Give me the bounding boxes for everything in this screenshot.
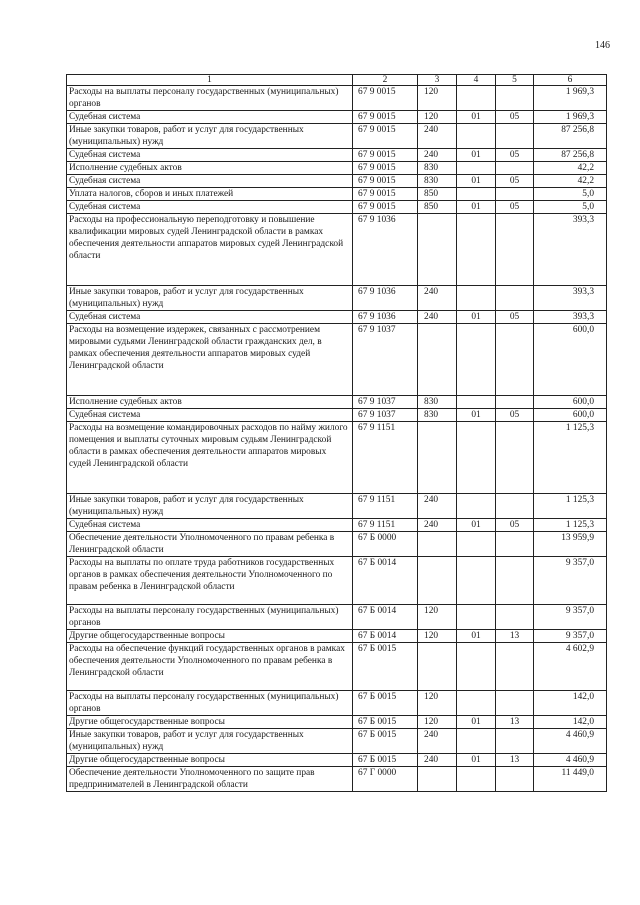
cell-expense-type: 240 (418, 311, 457, 324)
cell-description: Судебная система (67, 311, 353, 324)
cell-section-code: 67 9 1151 (353, 519, 418, 532)
cell-section-code: 67 9 1151 (353, 494, 418, 519)
cell-subsection (496, 324, 534, 396)
table-row (67, 149, 607, 162)
cell-amount: 393,3 (534, 286, 607, 311)
cell-description: Иные закупки товаров, работ и услуг для государственных (муниципальных) нужд (67, 494, 353, 519)
cell-expense-type (418, 532, 457, 557)
cell-chapter: 01 (457, 175, 496, 188)
cell-subsection (496, 494, 534, 519)
cell-chapter: 01 (457, 111, 496, 124)
cell-subsection (496, 214, 534, 286)
table-row (67, 124, 607, 149)
cell-expense-type: 120 (418, 86, 457, 111)
cell-chapter: 01 (457, 630, 496, 643)
cell-section-code: 67 9 0015 (353, 175, 418, 188)
cell-chapter (457, 729, 496, 754)
cell-amount: 9 357,0 (534, 557, 607, 605)
cell-description: Расходы на профессиональную переподготовку и повышение квалификации мировых судей Ленинградской области в рамках обеспечения деятельности аппаратов мировых судей Ленинградской области (67, 214, 353, 286)
cell-chapter (457, 86, 496, 111)
cell-expense-type: 830 (418, 396, 457, 409)
cell-expense-type: 240 (418, 286, 457, 311)
cell-description: Расходы на возмещение издержек, связанных с рассмотрением мировыми судьями Ленинградской области гражданских дел, в рамках обеспечения деятельности аппаратов мировых судей Ленинградской области (67, 324, 353, 396)
cell-amount: 600,0 (534, 409, 607, 422)
table-row (67, 396, 607, 409)
cell-amount: 11 449,0 (534, 767, 607, 792)
table-row (67, 716, 607, 729)
cell-description: Иные закупки товаров, работ и услуг для государственных (муниципальных) нужд (67, 124, 353, 149)
budget-table (66, 74, 607, 792)
cell-chapter (457, 532, 496, 557)
table-row (67, 162, 607, 175)
cell-expense-type: 240 (418, 754, 457, 767)
header-col-1: 1 (67, 75, 353, 86)
cell-expense-type (418, 422, 457, 494)
cell-amount: 1 969,3 (534, 86, 607, 111)
cell-amount: 393,3 (534, 311, 607, 324)
table-row (67, 422, 607, 494)
cell-description: Расходы на выплаты персоналу государственных (муниципальных) органов (67, 605, 353, 630)
cell-expense-type: 240 (418, 519, 457, 532)
cell-chapter (457, 691, 496, 716)
cell-subsection: 13 (496, 630, 534, 643)
cell-chapter (457, 124, 496, 149)
cell-subsection (496, 532, 534, 557)
cell-chapter (457, 494, 496, 519)
cell-section-code: 67 9 0015 (353, 149, 418, 162)
cell-subsection (496, 162, 534, 175)
cell-description: Уплата налогов, сборов и иных платежей (67, 188, 353, 201)
cell-section-code: 67 Г 0000 (353, 767, 418, 792)
cell-chapter (457, 286, 496, 311)
cell-description: Расходы на выплаты по оплате труда работников государственных органов в рамках обеспечения деятельности Уполномоченного по правам ребенка в Ленинградской области (67, 557, 353, 605)
cell-subsection (496, 767, 534, 792)
cell-section-code: 67 Б 0015 (353, 691, 418, 716)
cell-section-code: 67 9 1036 (353, 214, 418, 286)
cell-expense-type: 850 (418, 188, 457, 201)
cell-amount: 4 602,9 (534, 643, 607, 691)
cell-subsection: 05 (496, 201, 534, 214)
cell-subsection (496, 605, 534, 630)
cell-expense-type: 240 (418, 494, 457, 519)
cell-section-code: 67 Б 0015 (353, 754, 418, 767)
cell-subsection (496, 286, 534, 311)
table-row (67, 691, 607, 716)
cell-subsection: 05 (496, 311, 534, 324)
cell-expense-type: 850 (418, 201, 457, 214)
cell-expense-type: 830 (418, 162, 457, 175)
cell-amount: 142,0 (534, 716, 607, 729)
cell-subsection (496, 557, 534, 605)
cell-chapter (457, 422, 496, 494)
cell-expense-type: 120 (418, 691, 457, 716)
cell-amount: 600,0 (534, 324, 607, 396)
cell-chapter (457, 605, 496, 630)
cell-description: Обеспечение деятельности Уполномоченного по правам ребенка в Ленинградской области (67, 532, 353, 557)
cell-description: Другие общегосударственные вопросы (67, 754, 353, 767)
cell-expense-type (418, 767, 457, 792)
table-row (67, 175, 607, 188)
table-row (67, 767, 607, 792)
cell-subsection: 05 (496, 409, 534, 422)
cell-description: Другие общегосударственные вопросы (67, 716, 353, 729)
table-row (67, 557, 607, 605)
cell-section-code: 67 Б 0014 (353, 557, 418, 605)
header-col-5: 5 (496, 75, 534, 86)
cell-amount: 4 460,9 (534, 754, 607, 767)
table-row (67, 409, 607, 422)
cell-amount: 1 125,3 (534, 422, 607, 494)
cell-expense-type: 830 (418, 409, 457, 422)
cell-description: Судебная система (67, 175, 353, 188)
cell-description: Судебная система (67, 519, 353, 532)
cell-section-code: 67 Б 0014 (353, 630, 418, 643)
cell-section-code: 67 9 1037 (353, 409, 418, 422)
cell-description: Расходы на выплаты персоналу государственных (муниципальных) органов (67, 691, 353, 716)
cell-expense-type: 240 (418, 149, 457, 162)
cell-description: Судебная система (67, 201, 353, 214)
cell-subsection: 05 (496, 149, 534, 162)
cell-section-code: 67 9 1036 (353, 286, 418, 311)
cell-amount: 393,3 (534, 214, 607, 286)
cell-chapter (457, 557, 496, 605)
cell-expense-type (418, 214, 457, 286)
cell-amount: 4 460,9 (534, 729, 607, 754)
cell-chapter (457, 188, 496, 201)
table-row (67, 201, 607, 214)
table-row (67, 754, 607, 767)
table-row (67, 86, 607, 111)
cell-subsection (496, 124, 534, 149)
cell-section-code: 67 Б 0015 (353, 643, 418, 691)
cell-expense-type: 120 (418, 111, 457, 124)
cell-section-code: 67 9 1037 (353, 396, 418, 409)
header-row (67, 75, 607, 86)
cell-expense-type: 120 (418, 716, 457, 729)
table-row (67, 324, 607, 396)
cell-section-code: 67 Б 0014 (353, 605, 418, 630)
header-col-4: 4 (457, 75, 496, 86)
cell-description: Расходы на выплаты персоналу государственных (муниципальных) органов (67, 86, 353, 111)
table-row (67, 111, 607, 124)
cell-description: Судебная система (67, 149, 353, 162)
cell-section-code: 67 9 0015 (353, 124, 418, 149)
cell-amount: 42,2 (534, 175, 607, 188)
table-row (67, 532, 607, 557)
header-col-3: 3 (418, 75, 457, 86)
cell-subsection (496, 396, 534, 409)
page-number: 146 (595, 40, 610, 51)
cell-description: Судебная система (67, 111, 353, 124)
header-col-6: 6 (534, 75, 607, 86)
table-row (67, 286, 607, 311)
cell-expense-type (418, 557, 457, 605)
cell-amount: 5,0 (534, 201, 607, 214)
cell-subsection (496, 422, 534, 494)
cell-chapter (457, 214, 496, 286)
cell-subsection: 13 (496, 716, 534, 729)
cell-description: Расходы на обеспечение функций государственных органов в рамках обеспечения деятельности Уполномоченного по правам ребенка в Ленинградской области (67, 643, 353, 691)
cell-section-code: 67 9 1037 (353, 324, 418, 396)
cell-section-code: 67 Б 0015 (353, 729, 418, 754)
cell-description: Исполнение судебных актов (67, 162, 353, 175)
cell-amount: 1 969,3 (534, 111, 607, 124)
cell-amount: 9 357,0 (534, 605, 607, 630)
cell-expense-type (418, 643, 457, 691)
cell-description: Другие общегосударственные вопросы (67, 630, 353, 643)
cell-amount: 42,2 (534, 162, 607, 175)
table-row (67, 311, 607, 324)
cell-description: Расходы на возмещение командировочных расходов по найму жилого помещения и выплаты суточных мировым судьям Ленинградской области в рамках обеспечения деятельности аппаратов мировых судей Ленинградской области (67, 422, 353, 494)
cell-chapter: 01 (457, 409, 496, 422)
cell-section-code: 67 Б 0015 (353, 716, 418, 729)
cell-chapter: 01 (457, 716, 496, 729)
cell-amount: 5,0 (534, 188, 607, 201)
cell-subsection: 13 (496, 754, 534, 767)
cell-expense-type (418, 324, 457, 396)
cell-chapter: 01 (457, 519, 496, 532)
cell-subsection: 05 (496, 111, 534, 124)
table-row (67, 214, 607, 286)
cell-chapter: 01 (457, 754, 496, 767)
cell-description: Обеспечение деятельности Уполномоченного по защите прав предпринимателей в Ленинградской области (67, 767, 353, 792)
cell-amount: 87 256,8 (534, 124, 607, 149)
cell-subsection: 05 (496, 519, 534, 532)
table-row (67, 188, 607, 201)
cell-amount: 600,0 (534, 396, 607, 409)
cell-description: Исполнение судебных актов (67, 396, 353, 409)
cell-section-code: 67 9 1151 (353, 422, 418, 494)
cell-expense-type: 830 (418, 175, 457, 188)
cell-amount: 13 959,9 (534, 532, 607, 557)
cell-description: Иные закупки товаров, работ и услуг для государственных (муниципальных) нужд (67, 729, 353, 754)
cell-subsection (496, 188, 534, 201)
cell-section-code: 67 9 1036 (353, 311, 418, 324)
cell-chapter (457, 767, 496, 792)
table-row (67, 630, 607, 643)
cell-subsection (496, 691, 534, 716)
cell-chapter: 01 (457, 149, 496, 162)
cell-section-code: 67 9 0015 (353, 162, 418, 175)
table-row (67, 494, 607, 519)
table-row (67, 519, 607, 532)
table-row (67, 643, 607, 691)
cell-amount: 9 357,0 (534, 630, 607, 643)
cell-subsection (496, 86, 534, 111)
cell-amount: 87 256,8 (534, 149, 607, 162)
cell-description: Иные закупки товаров, работ и услуг для государственных (муниципальных) нужд (67, 286, 353, 311)
cell-section-code: 67 9 0015 (353, 201, 418, 214)
cell-chapter: 01 (457, 201, 496, 214)
cell-section-code: 67 Б 0000 (353, 532, 418, 557)
header-col-2: 2 (353, 75, 418, 86)
cell-description: Судебная система (67, 409, 353, 422)
cell-subsection (496, 729, 534, 754)
cell-chapter (457, 324, 496, 396)
cell-expense-type: 120 (418, 630, 457, 643)
cell-chapter (457, 162, 496, 175)
cell-amount: 1 125,3 (534, 519, 607, 532)
cell-section-code: 67 9 0015 (353, 188, 418, 201)
table-row (67, 605, 607, 630)
cell-subsection (496, 643, 534, 691)
cell-subsection: 05 (496, 175, 534, 188)
cell-expense-type: 240 (418, 729, 457, 754)
cell-amount: 1 125,3 (534, 494, 607, 519)
cell-chapter (457, 643, 496, 691)
cell-chapter (457, 396, 496, 409)
cell-section-code: 67 9 0015 (353, 86, 418, 111)
cell-amount: 142,0 (534, 691, 607, 716)
cell-chapter: 01 (457, 311, 496, 324)
cell-expense-type: 240 (418, 124, 457, 149)
cell-section-code: 67 9 0015 (353, 111, 418, 124)
table-row (67, 729, 607, 754)
cell-expense-type: 120 (418, 605, 457, 630)
